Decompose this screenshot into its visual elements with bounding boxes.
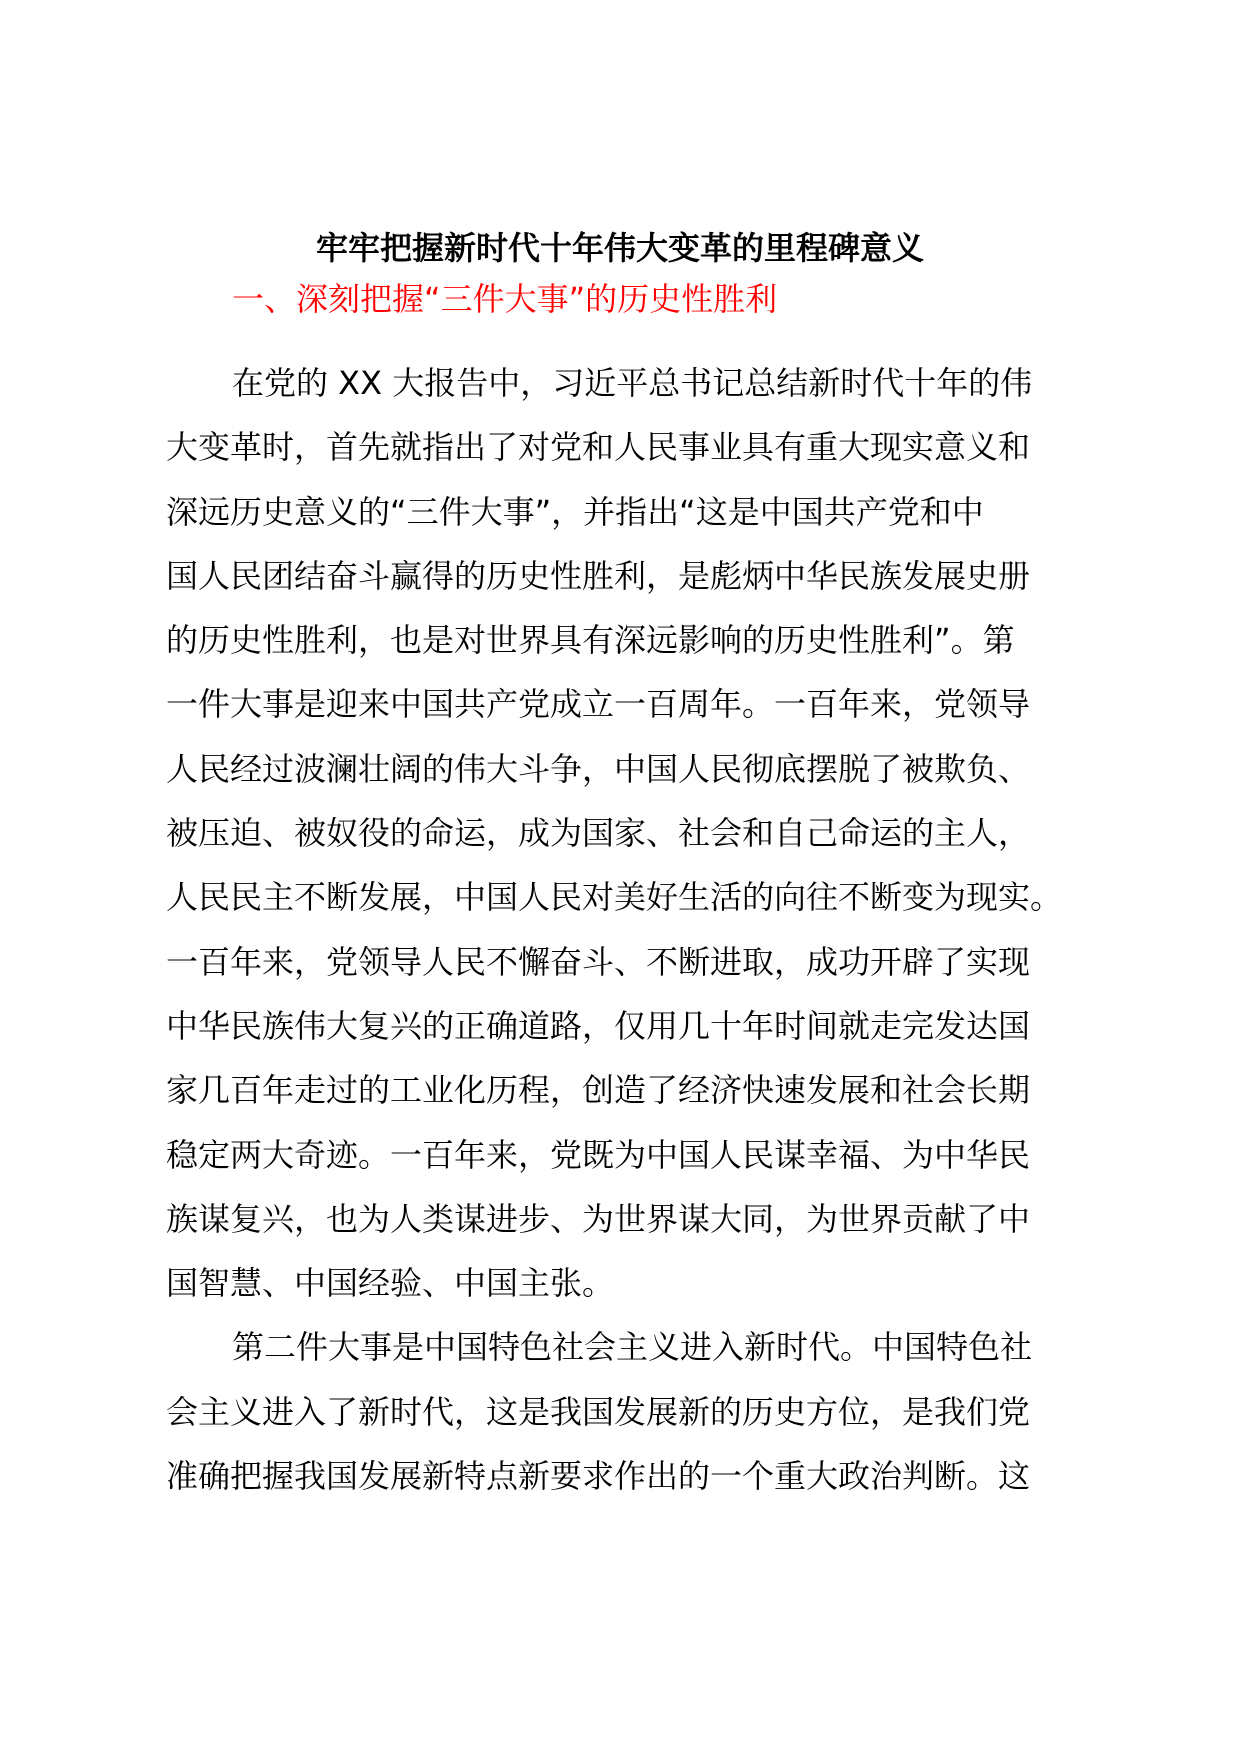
paragraph-line: 国人民团结奋斗赢得的历史性胜利，是彪炳中华民族发展史册 [166,556,1031,595]
paragraph-line: 大变革时，首先就指出了对党和人民事业具有重大现实意义和 [166,428,1031,467]
paragraph-line: 人民民主不断发展，中国人民对美好生活的向往不断变为现实。 [166,878,1063,917]
paragraph-line: 一件大事是迎来中国共产党成立一百周年。一百年来，党领导 [166,685,1031,724]
paragraph-line: 被压迫、被奴役的命运，成为国家、社会和自己命运的主人， [166,814,1031,853]
paragraph-line: 国智慧、中国经验、中国主张。 [166,1264,615,1303]
paragraph-line: 的历史性胜利，也是对世界具有深远影响的历史性胜利”。第 [166,621,1015,660]
paragraph-line: 中华民族伟大复兴的正确道路，仅用几十年时间就走完发达国 [166,1006,1031,1045]
document-title: 牢牢把握新时代十年伟大变革的里程碑意义 [315,229,924,267]
paragraph-line: 第二件大事是中国特色社会主义进入新时代。中国特色社 [232,1328,1033,1367]
paragraph-line: 深远历史意义的“三件大事”，并指出“这是中国共产党和中 [166,492,984,531]
paragraph-line: 人民经过波澜壮阔的伟大斗争，中国人民彻底摆脱了被欺负、 [166,749,1031,788]
paragraph-line: 一百年来，党领导人民不懈奋斗、不断进取，成功开辟了实现 [166,942,1031,981]
paragraph-line: 会主义进入了新时代，这是我国发展新的历史方位，是我们党 [166,1392,1031,1431]
paragraph-line: 稳定两大奇迹。一百年来，党既为中国人民谋幸福、为中华民 [166,1135,1031,1174]
paragraph-line: 族谋复兴，也为人类谋进步、为世界谋大同，为世界贡献了中 [166,1199,1031,1238]
paragraph-line: 家几百年走过的工业化历程，创造了经济快速发展和社会长期 [166,1071,1031,1110]
document-body [166,351,1096,1508]
section-heading: 一、深刻把握“三件大事”的历史性胜利 [232,280,778,318]
paragraph-line: 准确把握我国发展新特点新要求作出的一个重大政治判断。这 [166,1457,1031,1496]
paragraph-line: 在党的 XX 大报告中，习近平总书记总结新时代十年的伟 [232,364,1033,402]
